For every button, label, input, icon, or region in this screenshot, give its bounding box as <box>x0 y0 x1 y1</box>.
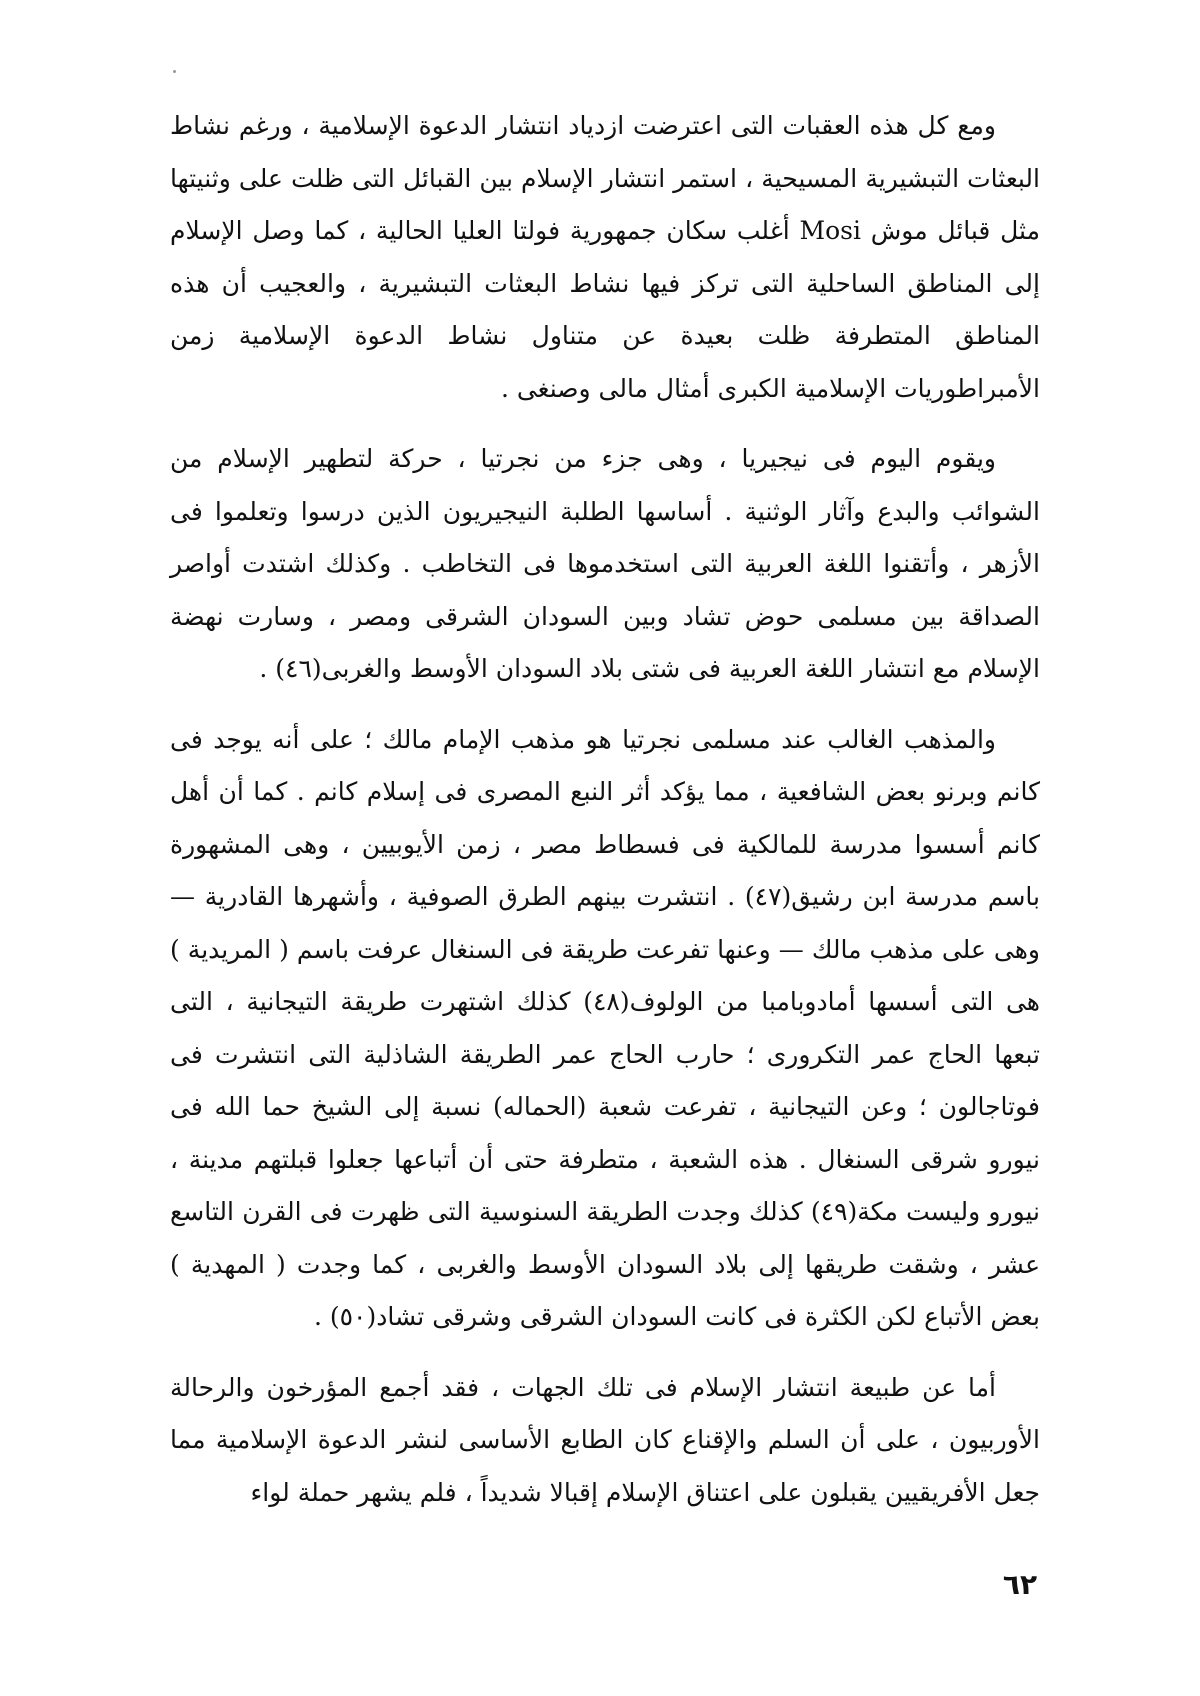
paper-speck <box>173 70 176 73</box>
paragraph-4: أما عن طبيعة انتشار الإسلام فى تلك الجهات ، فقد أجمع المؤرخون والرحالة الأوربيون ، على أن السلم والإقناع كان الطابع الأساسى لنشر الدعوة الإسلامية مما جعل الأفريقيين يقبلون على اعتناق الإسلام إقبالا شديداً ، فلم يشهر حملة لواء <box>170 1372 1040 1507</box>
page-number: ٦٢ <box>1002 1568 1038 1601</box>
body-text <box>170 100 1040 1519</box>
paragraph-1: ومع كل هذه العقبات التى اعترضت ازدياد انتشار الدعوة الإسلامية ، ورغم نشاط البعثات التبشيرية المسيحية ، استمر انتشار الإسلام بين القبائل التى ظلت على وثنيتها مثل قبائل موش Mosi أغلب سكان جمهورية فولتا العليا الحالية ، كما وصل الإسلام إلى المناطق الساحلية التى تركز فيها نشاط البعثات التبشيرية ، والعجيب أن هذه المناطق المتطرفة ظلت بعيدة عن متناول نشاط الدعوة الإسلامية زمن الأمبراطوريات الإسلامية الكبرى أمثال مالى وصنغى . <box>170 111 1040 403</box>
paragraph-3: والمذهب الغالب عند مسلمى نجرتيا هو مذهب الإمام مالك ؛ على أنه يوجد فى كانم وبرنو بعض الشافعية ، مما يؤكد أثر النبع المصرى فى إسلام كانم . كما أن أهل كانم أسسوا مدرسة للمالكية فى فسطاط مصر ، زمن الأيوبيين ، وهى المشهورة باسم مدرسة ابن رشيق(٤٧) . انتشرت بينهم الطرق الصوفية ، وأشهرها القادرية — وهى على مذهب مالك — وعنها تفرعت طريقة فى السنغال عرفت باسم ( المريدية ) هى التى أسسها أمادوبامبا من الولوف(٤٨) كذلك اشتهرت طريقة التيجانية ، التى تبعها الحاج عمر التكرورى ؛ حارب الحاج عمر الطريقة الشاذلية التى انتشرت فى فوتاجالون ؛ وعن التيجانية ، تفرعت شعبة (الحماله) نسبة إلى الشيخ حما الله فى نيورو شرقى السنغال . هذه الشعبة ، متطرفة حتى أن أتباعها جعلوا قبلتهم مدينة ، نيورو وليست مكة(٤٩) كذلك وجدت الطريقة السنوسية التى ظهرت فى القرن التاسع عشر ، وشقت طريقها إلى بلاد السودان الأوسط والغربى ، كما وجدت ( المهدية ) بعض الأتباع لكن الكثرة فى كانت السودان الشرقى وشرقى تشاد(٥٠) . <box>170 724 1041 1331</box>
paragraph-2: ويقوم اليوم فى نيجيريا ، وهى جزء من نجرتيا ، حركة لتطهير الإسلام من الشوائب والبدع وآثار الوثنية . أساسها الطلبة النيجيريون الذين درسوا وتعلموا فى الأزهر ، وأتقنوا اللغة العربية التى استخدموها فى التخاطب . وكذلك اشتدت أواصر الصداقة بين مسلمى حوض تشاد وبين السودان الشرقى ومصر ، وسارت نهضة الإسلام مع انتشار اللغة العربية فى شتى بلاد السودان الأوسط والغربى(٤٦) . <box>170 444 1040 683</box>
